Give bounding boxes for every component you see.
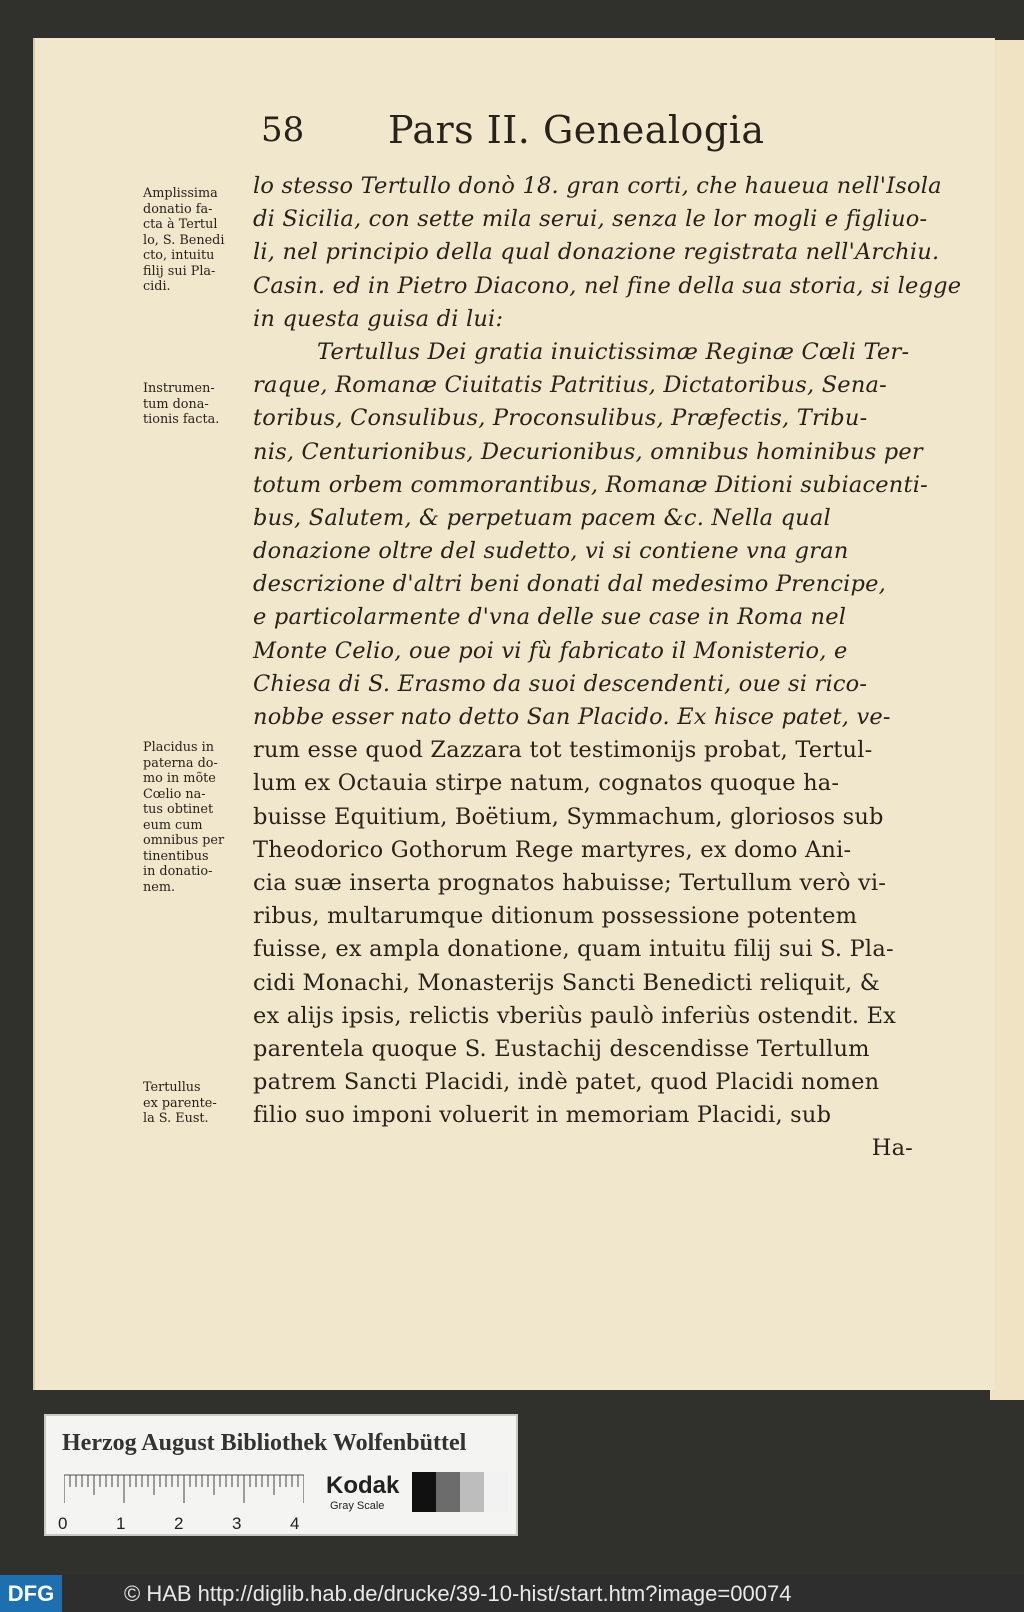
text-line: filio suo imponi voluerit in memoriam Placidi, sub <box>253 1102 832 1129</box>
margin-note-line: tinentibus <box>143 848 209 864</box>
margin-note-3 <box>143 740 247 895</box>
margin-note-line: tionis facta. <box>143 412 220 427</box>
text-line: cidi Monachi, Monasterijs Sancti Benedicti reliquit, & <box>253 969 880 996</box>
margin-note-line: tum dona- <box>143 396 209 412</box>
text-line: nobbe esser nato detto San Placido. Ex hisce patet, ve- <box>253 704 891 730</box>
library-name: Herzog August Bibliothek Wolfenbüttel <box>62 1430 467 1456</box>
text-line: parentela quoque S. Eustachij descendisse Tertullum <box>253 1035 870 1062</box>
gray-patch <box>460 1472 484 1512</box>
next-page-edge <box>990 40 1024 1400</box>
body-text <box>253 170 962 1166</box>
text-line: donazione oltre del sudetto, vi si contiene vna gran <box>253 538 849 565</box>
ruler-label: 1 <box>116 1514 126 1533</box>
text-line: di Sicilia, con sette mila serui, senza le lor mogli e figliuo- <box>253 206 928 233</box>
page-number: 58 <box>261 110 305 150</box>
text-line: cia suæ inserta prognatos habuisse; Tertullum verò vi- <box>253 869 887 896</box>
text-line: Casin. ed in Pietro Diacono, nel fine della sua storia, si legge <box>253 272 962 299</box>
text-line: toribus, Consulibus, Proconsulibus, Præfectis, Tribu- <box>253 405 868 432</box>
margin-note-line: nem. <box>143 879 176 895</box>
margin-note-line: Instrumen- <box>143 381 215 396</box>
text-line: in questa guisa di lui: <box>253 305 504 332</box>
text-line: Theodorico Gothorum Rege martyres, ex domo Ani- <box>253 836 852 863</box>
margin-note-line: eum cum <box>143 817 203 833</box>
ruler-label: 2 <box>174 1514 184 1533</box>
text-line: nis, Centurionibus, Decurionibus, omnibus hominibus per <box>253 438 923 465</box>
margin-note-line: filij sui Pla- <box>143 263 216 279</box>
margin-note-line: in donatio- <box>143 864 213 879</box>
catchword: Ha- <box>871 1135 913 1162</box>
text-line: descrizione d'altri beni donati dal medesimo Prencipe, <box>253 571 886 598</box>
text-line: e particolarmente d'vna delle sue case in Roma nel <box>253 604 847 631</box>
margin-note-line: Amplissima <box>143 186 218 201</box>
color-target-card <box>44 1414 518 1536</box>
text-line: ex alijs ipsis, relictis vberiùs paulò inferiùs ostendit. Ex <box>253 1002 897 1029</box>
margin-note-line: paterna do- <box>143 755 218 771</box>
gray-patch <box>412 1472 436 1512</box>
ruler-scale <box>64 1474 304 1504</box>
kodak-logo: Kodak <box>326 1472 400 1499</box>
margin-note-line: cidi. <box>143 279 171 294</box>
margin-note-line: la S. Eust. <box>143 1111 209 1126</box>
margin-note-line: cta à Tertul <box>143 217 218 232</box>
text-line: bus, Salutem, & perpetuam pacem &c. Nella qual <box>253 504 831 531</box>
text-line: lum ex Octauia stirpe natum, cognatos quoque ha- <box>253 770 840 797</box>
text-line: fuisse, ex ampla donatione, quam intuitu filij sui S. Pla- <box>253 936 894 963</box>
margin-note-line: cto, intuitu <box>143 248 215 263</box>
text-line: Tertullus Dei gratia inuictissimæ Reginæ Cœli Ter- <box>317 338 910 365</box>
margin-note-line: Cœlio na- <box>143 786 206 802</box>
margin-note-line: tus obtinet <box>143 802 214 817</box>
ruler-label: 0 <box>58 1514 68 1533</box>
text-line: Chiesa di S. Erasmo da suoi descendenti, oue si rico- <box>253 670 868 697</box>
ruler-label: 4 <box>290 1514 300 1533</box>
margin-note-line: donatio fa- <box>143 201 213 217</box>
text-line: rum esse quod Zazzara tot testimonijs probat, Tertul- <box>253 737 873 764</box>
margin-note-4 <box>143 1080 247 1127</box>
text-line: Monte Celio, oue poi vi fù fabricato il Monisterio, e <box>253 637 848 664</box>
text-line: patrem Sancti Placidi, indè patet, quod Placidi nomen <box>253 1069 880 1096</box>
margin-note-line: Placidus in <box>143 740 214 755</box>
margin-note-line: omnibus per <box>143 833 225 848</box>
running-head: Pars II. Genealogia <box>388 108 765 152</box>
text-line: lo stesso Tertullo donò 18. gran corti, che haueua nell'Isola <box>253 173 942 199</box>
text-line: li, nel principio della qual donazione registrata nell'Archiu. <box>253 239 940 266</box>
margin-note-line: ex parente- <box>143 1095 217 1111</box>
copyright-link[interactable]: © HAB http://diglib.hab.de/drucke/39-10-hist/start.htm?image=00074 <box>124 1581 792 1606</box>
text-line: raque, Romanæ Ciuitatis Patritius, Dictatoribus, Sena- <box>253 372 887 399</box>
margin-note-2 <box>143 381 247 428</box>
margin-note-line: Tertullus <box>143 1080 201 1095</box>
margin-note-line: mo in mõte <box>143 771 216 786</box>
gray-patch <box>484 1472 508 1512</box>
text-line: totum orbem commorantibus, Romanæ Ditioni subiacenti- <box>253 471 928 498</box>
dfg-logo: DFG <box>0 1575 62 1612</box>
ruler-label: 3 <box>232 1514 242 1533</box>
text-line: buisse Equitium, Boëtium, Symmachum, gloriosos sub <box>253 803 884 830</box>
margin-note-1 <box>143 186 247 295</box>
margin-note-line: lo, S. Benedi <box>143 232 225 248</box>
footer-bar <box>0 1575 1024 1612</box>
text-line: ribus, multarumque ditionum possessione potentem <box>253 903 858 930</box>
book-page <box>33 38 995 1390</box>
gray-scale-label: Gray Scale <box>330 1500 385 1512</box>
gray-patches <box>412 1472 508 1512</box>
gray-patch <box>436 1472 460 1512</box>
